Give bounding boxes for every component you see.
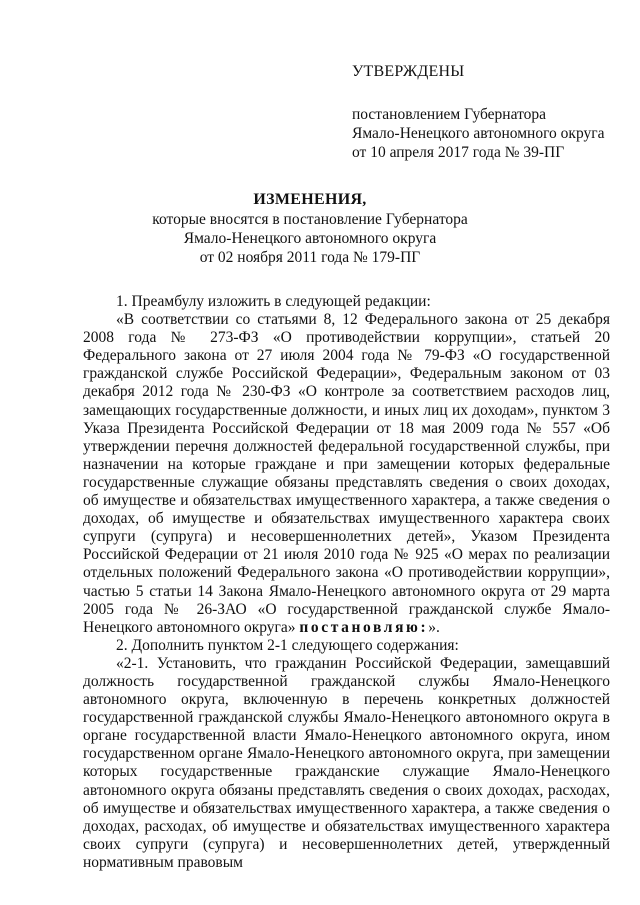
approval-block: [352, 62, 622, 162]
resolve-word: постановляю:: [299, 618, 429, 636]
item-2-text: «2-1. Установить, что гражданин Российской Федерации, замещавший должность государственной гражданской службы Ямало-Ненецкого автономного округа, включенную в перечень конкретных должностей государственной гражданской службы Ямало-Ненецкого автономного округа в органе государственной власти Ямало-Ненецкого автономного округа, ином государственном органе Ямало-Ненецкого автономного округа, при замещении которых государственные гражданские служащие Ямало-Ненецкого автономного округа обязаны представлять сведения о своих доходах, расходах, об имуществе и обязательствах имущественного характера, а также сведения о доходах, расходах, об имуществе и обязательствах имущественного характера своих супруги (супруга) и несовершеннолетних детей, утвержденный нормативным правовым: [83, 654, 610, 871]
item-1-preamble: «В соответствии со статьями 8, 12 Федерального закона от 25 декабря 2008 года № 273-ФЗ «О противодействии коррупции», статьей 20 Федерального закона от 27 июля 2004 года № 79-ФЗ «О государственной гражданской службе Российской Федерации», Федеральным законом от 03 декабря 2012 года № 230-ФЗ «О контроле за соответствием расходов лиц, замещающих государственные должности, и иных лиц их доходам», пунктом 3 Указа Президента Российской Федерации от 18 мая 2009 года № 557 «Об утверждении перечня должностей федеральной государственной службы, при назначении на которые граждане и при замещении которых федеральные государственные служащие обязаны представлять сведения о своих доходах, об имуществе и обязательствах имущественного характера, а также сведения о доходах, об имуществе и обязательствах имущественного характера своих супруги (супруга) и несовершеннолетних детей», Указом Президента Российской Федерации от 21 июля 2010 года № 925 «О мерах по реализации отдельных положений Федерального закона «О противодействии коррупции», частью 5 статьи 14 Закона Ямало-Ненецкого автономного округа от 29 марта 2005 года № 26-ЗАО «О государственной гражданской службе Ямало-Ненецкого автономного округа»: [83, 311, 610, 636]
approval-line-1: постановлением Губернатора: [352, 106, 547, 123]
item-1-title: 1. Преамбулу изложить в следующей редакции:: [116, 293, 431, 310]
heading-line-1: которые вносятся в постановление Губернатора: [152, 211, 468, 228]
heading-line-3: от 02 ноября 2011 года № 179-ПГ: [199, 249, 421, 266]
heading-title: ИЗМЕНЕНИЯ,: [253, 191, 367, 208]
heading-line-2: Ямало-Ненецкого автономного округа: [183, 230, 437, 247]
approval-line-3: от 10 апреля 2017 года № 39-ПГ: [352, 144, 565, 161]
resolve-tail: ».: [428, 618, 440, 636]
item-2-title: 2. Дополнить пунктом 2-1 следующего содержания:: [116, 636, 459, 654]
approval-title: УТВЕРЖДЕНЫ: [352, 63, 465, 80]
document-body: [83, 293, 610, 872]
document-heading: [100, 190, 520, 267]
approval-line-2: Ямало-Ненецкого автономного округа: [352, 125, 605, 142]
item-1-text: [83, 311, 610, 637]
